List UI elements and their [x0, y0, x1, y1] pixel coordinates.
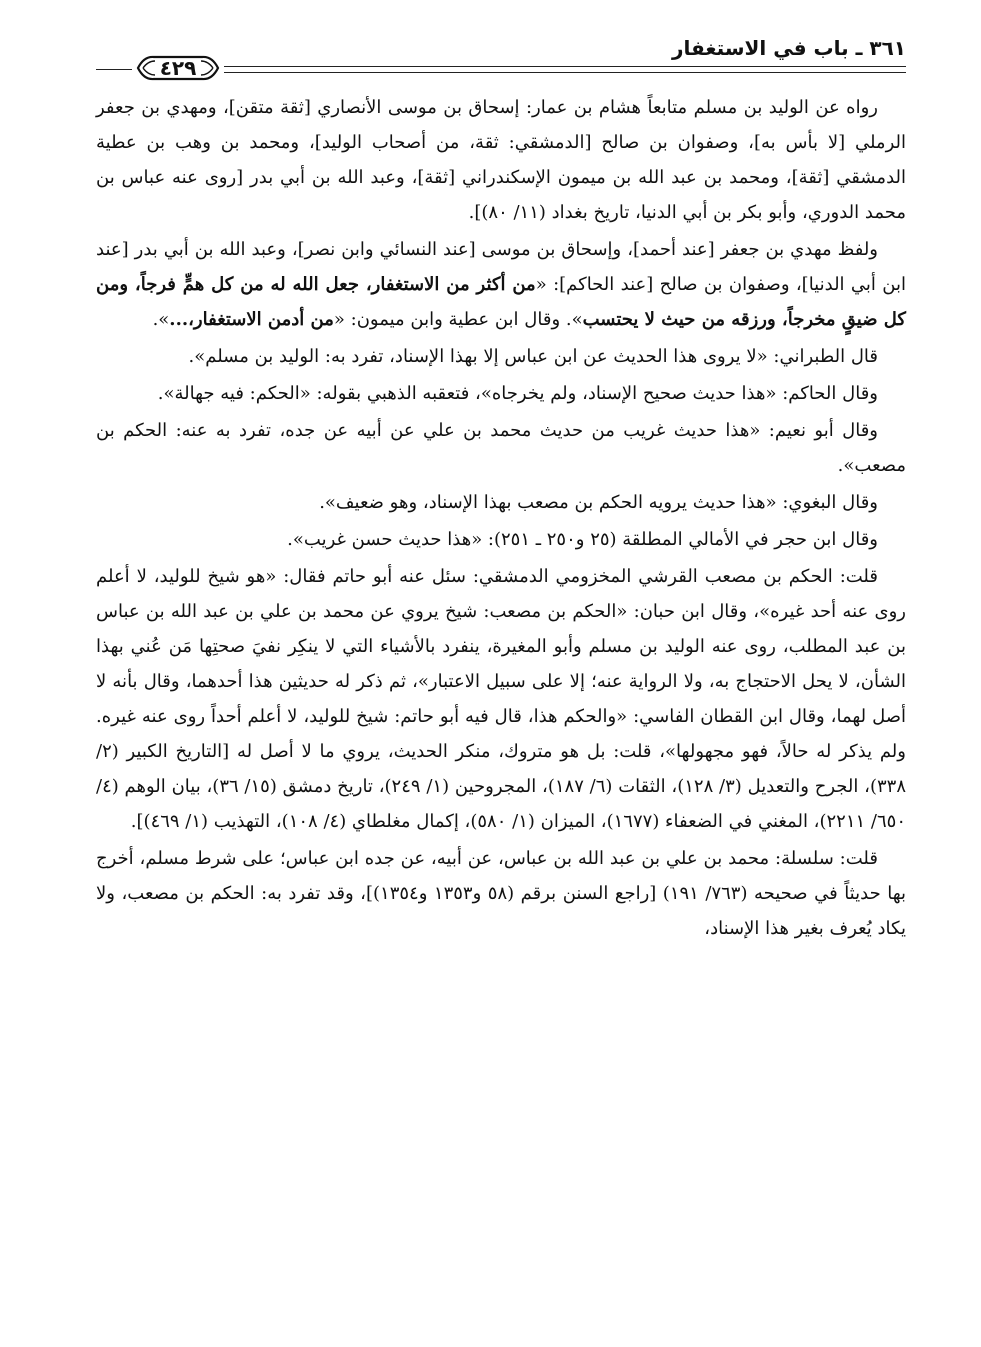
page-header	[96, 28, 906, 80]
text-segment: ».	[152, 309, 170, 330]
text-segment: ولفظ مهدي بن جعفر [عند أحمد]، وإسحاق بن موسى [عند النسائي وابن نصر]، وعبد الله بن أبي بدر [عند ابن أبي الدنيا]، وصفوان بن صالح [عند الحاكم]: «	[96, 239, 906, 295]
document-page	[96, 28, 906, 1328]
page-number: ٤٢٩	[159, 56, 197, 80]
paragraph	[96, 90, 906, 230]
text-segment: وقال ابن حجر في الأمالي المطلقة (٢٥ و٢٥٠ ـ ٢٥١): «هذا حديث حسن غريب».	[287, 529, 878, 550]
text-segment: قال الطبراني: «لا يروى هذا الحديث عن ابن عباس إلا بهذا الإسناد، تفرد به: الوليد بن مسلم».	[188, 346, 878, 367]
paragraph	[96, 413, 906, 483]
page-number-ornament	[134, 52, 222, 84]
paragraph	[96, 841, 906, 946]
paragraph	[96, 485, 906, 520]
header-rule-left	[96, 69, 132, 70]
text-segment: رواه عن الوليد بن مسلم متابعاً هشام بن عمار: إسحاق بن موسى الأنصاري [ثقة متقن]، ومهدي بن جعفر الرملي [لا بأس به]، وصفوان بن صالح [الدمشقي: ثقة، من أصحاب الوليد]، ومحمد بن وهب بن عطية الدمشقي [ثقة]، ومحمد بن عبد الله بن ميمون الإسكندراني [ثقة]، وعبد الله بن أبي بدر [روى عنه عباس بن محمد الدوري، وأبو بكر بن أبي الدنيا، تاريخ بغداد (١١/ ٨٠)].	[96, 97, 906, 223]
text-segment: وقال الحاكم: «هذا حديث صحيح الإسناد، ولم يخرجاه»، فتعقبه الذهبي بقوله: «الحكم: فيه جهالة».	[157, 383, 878, 404]
paragraph	[96, 339, 906, 374]
hadith-text: من أدمن الاستغفار،...	[169, 309, 334, 330]
paragraph	[96, 232, 906, 337]
text-segment: وقال أبو نعيم: «هذا حديث غريب من حديث محمد بن علي عن أبيه عن جده، تفرد به عنه: الحكم بن مصعب».	[96, 420, 906, 476]
paragraph	[96, 522, 906, 557]
body-text	[96, 90, 906, 946]
header-rule-bottom	[224, 72, 906, 73]
text-segment: وقال البغوي: «هذا حديث يرويه الحكم بن مصعب بهذا الإسناد، وهو ضعيف».	[319, 492, 878, 513]
header-rule-top	[224, 66, 906, 67]
paragraph	[96, 559, 906, 839]
text-segment: قلت: سلسلة: محمد بن علي بن عبد الله بن عباس، عن أبيه، عن جده ابن عباس؛ على شرط مسلم، أخرج بها حديثاً في صحيحه (٧٦٣/ ١٩١) [راجع السنن برقم (٥٨ و١٣٥٣ و١٣٥٤)]، وقد تفرد به: الحكم بن مصعب، ولا يكاد يُعرف بغير هذا الإسناد،	[96, 848, 906, 939]
running-head: ٣٦١ ـ باب في الاستغفار	[671, 36, 906, 60]
hadith-text: من أكثر من الاستغفار، جعل الله له من كل همٍّ فرجاً، ومن كل ضيقٍ مخرجاً، ورزقه من حيث لا يحتسب	[96, 274, 906, 330]
text-segment: قلت: الحكم بن مصعب القرشي المخزومي الدمشقي: سئل عنه أبو حاتم فقال: «هو شيخ للوليد، لا أعلم روى عنه أحد غيره»، وقال ابن حبان: «الحكم بن مصعب: شيخ يروي عن محمد بن علي بن عبد الله بن عباس بن عبد المطلب، روى عنه الوليد بن مسلم وأبو المغيرة، ينفرد بالأشياء التي لا ينكِر نفيَ صحتِها مَن عُني بهذا الشأن، لا يحل الاحتجاج به، ولا الرواية عنه؛ إلا على سبيل الاعتبار»، ثم ذكر له حديثين هذا أحدهما، وقال بأنه لا أصل لهما، وقال ابن القطان الفاسي: «والحكم هذا، قال فيه أبو حاتم: شيخ للوليد، لا أعلم أحداً روى عنه غيره. ولم يذكر له حالاً، فهو مجهولها»، قلت: بل هو متروك، منكر الحديث، يروي ما لا أصل له [التاريخ الكبير (٢/ ٣٣٨)، الجرح والتعديل (٣/ ١٢٨)، الثقات (٦/ ١٨٧)، المجروحين (١/ ٢٤٩)، تاريخ دمشق (١٥/ ٣٦)، بيان الوهم (٤/ ٦٥٠/ ٢٢١١)، المغني في الضعفاء (١٦٧٧)، الميزان (١/ ٥٨٠)، إكمال مغلطاي (٤/ ١٠٨)، التهذيب (١/ ٤٦٩)].	[96, 566, 906, 832]
text-segment: ». وقال ابن عطية وابن ميمون: «	[333, 309, 583, 330]
paragraph	[96, 376, 906, 411]
